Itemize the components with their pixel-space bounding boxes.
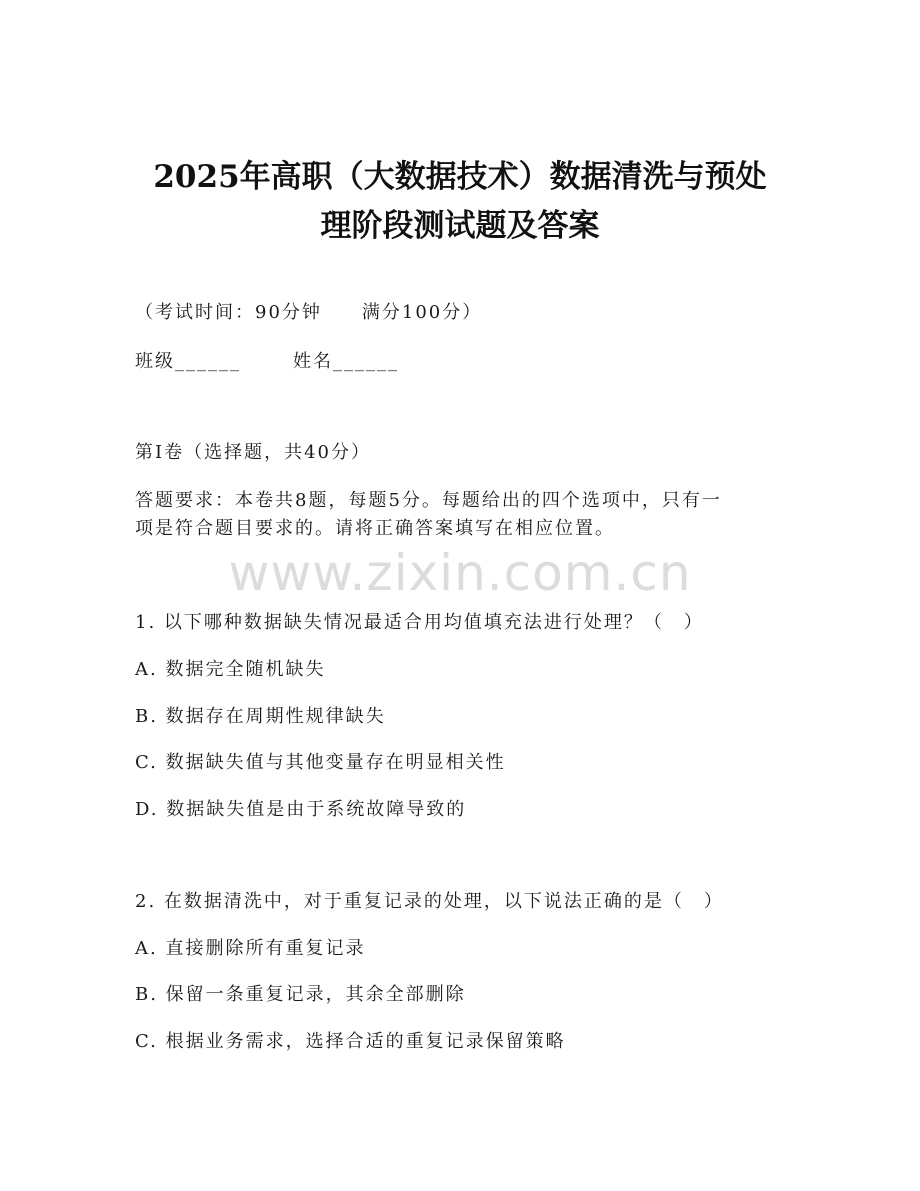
student-fields [135, 353, 399, 371]
watermark: www.zixin.com.cn [228, 544, 692, 602]
class-field: 班级______ [135, 351, 241, 372]
question-2-option-b: B. 保留一条重复记录，其余全部删除 [135, 984, 466, 1005]
question-1-option-c: C. 数据缺失值与其他变量存在明显相关性 [135, 752, 506, 773]
question-2-option-a: A. 直接删除所有重复记录 [135, 938, 366, 959]
exam-time: （考试时间：90分钟 [135, 302, 322, 323]
question-2-option-c: C. 根据业务需求，选择合适的重复记录保留策略 [135, 1031, 566, 1052]
question-1-option-a: A. 数据完全随机缺失 [135, 659, 326, 680]
section-instructions-line-1: 答题要求：本卷共8题，每题5分。每题给出的四个选项中，只有一 [135, 490, 722, 511]
question-1-stem: 1. 以下哪种数据缺失情况最适合用均值填充法进行处理？（ ） [135, 612, 704, 633]
name-field: 姓名______ [293, 351, 399, 372]
document-title-line-2: 理阶段测试题及答案 [320, 208, 600, 244]
question-1-option-b: B. 数据存在周期性规律缺失 [135, 706, 386, 727]
section-heading: 第I卷（选择题，共40分） [135, 442, 372, 463]
question-2-stem: 2. 在数据清洗中，对于重复记录的处理，以下说法正确的是（ ） [135, 891, 724, 912]
section-instructions-line-2: 项是符合题目要求的。请将正确答案填写在相应位置。 [135, 518, 615, 539]
question-1-option-d: D. 数据缺失值是由于系统故障导致的 [135, 799, 467, 820]
exam-score: 满分100分） [361, 302, 483, 323]
document-title-line-1: 2025年高职（大数据技术）数据清洗与预处 [153, 159, 767, 195]
exam-info [135, 304, 482, 322]
